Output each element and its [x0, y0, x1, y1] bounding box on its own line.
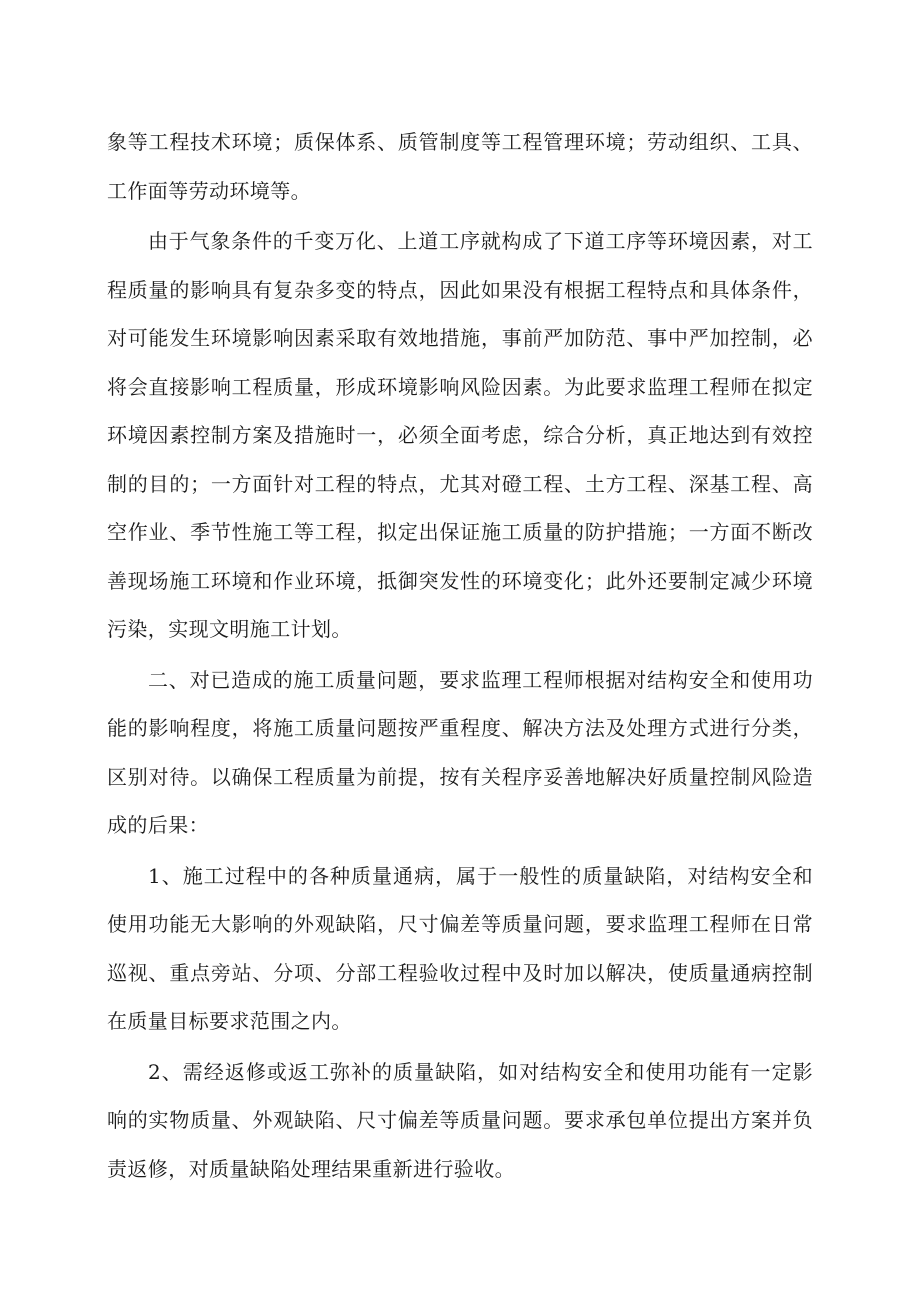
paragraph-item-one: 1、施工过程中的各种质量通病，属于一般性的质量缺陷，对结构安全和使用功能无大影响的外观缺陷，尺寸偏差等质量问题，要求监理工程师在日常巡视、重点旁站、分项、分部工程验收过程中及时加以解决，使质量通病控制在质量目标要求范围之内。 — [107, 863, 813, 1033]
paragraph-environment-factors: 由于气象条件的千变万化、上道工序就构成了下道工序等环境因素，对工程质量的影响具有复杂多变的特点，因此如果没有根据工程特点和具体条件，对可能发生环境影响因素采取有效地措施，事前严加防范、事中严加控制，必将会直接影响工程质量，形成环境影响风险因素。为此要求监理工程师在拟定环境因素控制方案及措施时一，必须全面考虑，综合分析，真正地达到有效控制的目的；一方面针对工程的特点，尤其对磴工程、土方工程、深基工程、高空作业、季节性施工等工程，拟定出保证施工质量的防护措施；一方面不断改善现场施工环境和作业环境，抵御突发性的环境变化；此外还要制定减少环境污染，实现文明施工计划。 — [107, 229, 813, 641]
paragraph-environment-continued: 象等工程技术环境；质保体系、质管制度等工程管理环境；劳动组织、工具、工作面等劳动环境等。 — [107, 130, 813, 203]
paragraph-section-two: 二、对已造成的施工质量问题，要求监理工程师根据对结构安全和使用功能的影响程度，将施工质量问题按严重程度、解决方法及处理方式进行分类，区别对待。以确保工程质量为前提，按有关程序妥善地解决好质量控制风险造成的后果： — [107, 667, 813, 837]
paragraph-item-two: 2、需经返修或返工弥补的质量缺陷，如对结构安全和使用功能有一定影响的实物质量、外观缺陷、尺寸偏差等质量问题。要求承包单位提出方案并负责返修，对质量缺陷处理结果重新进行验收。 — [107, 1059, 813, 1181]
document-page — [107, 118, 813, 1193]
